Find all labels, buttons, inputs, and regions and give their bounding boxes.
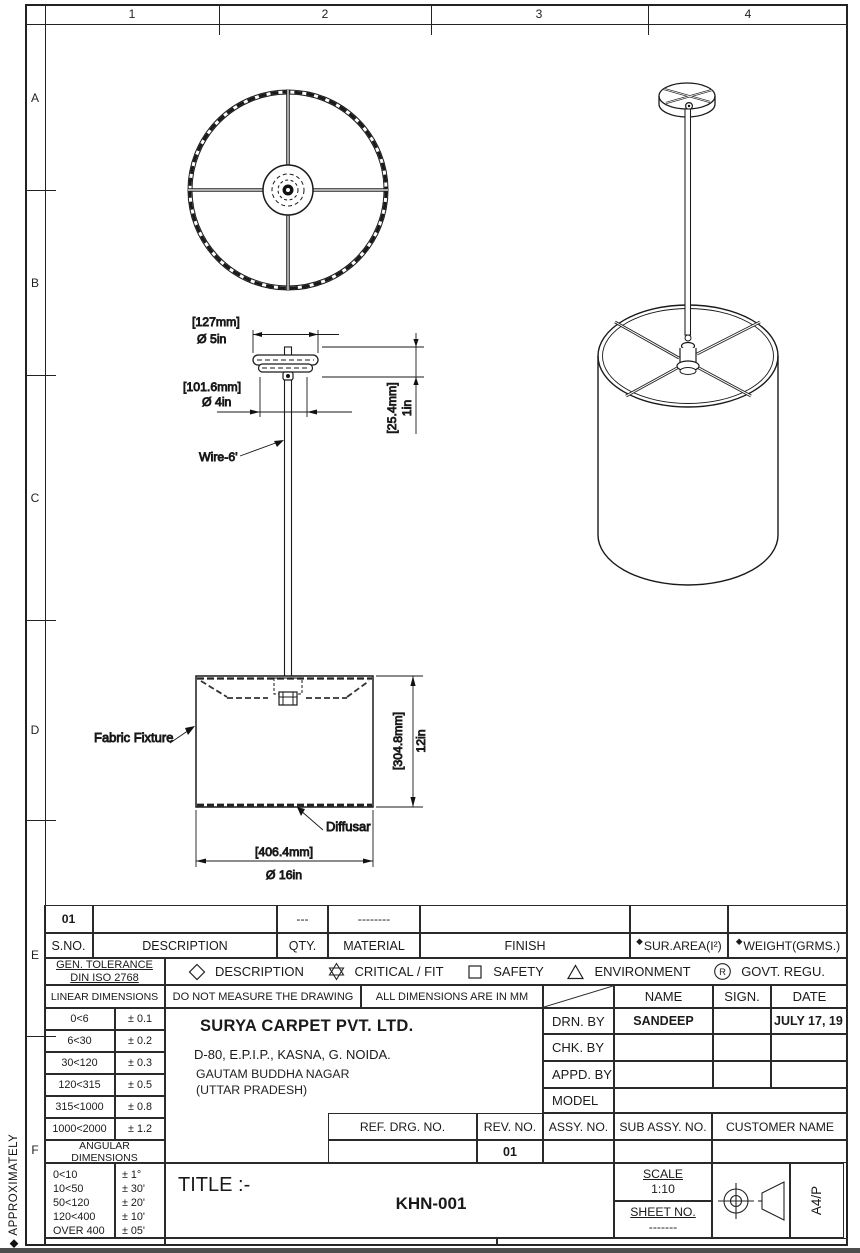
diffuser-callout: [297, 807, 371, 834]
paper-size: A4/P: [809, 1185, 825, 1216]
star-icon: [327, 962, 346, 981]
appd-by-sign: [713, 1061, 771, 1088]
iso-view: [598, 83, 778, 585]
no-measure-note: DO NOT MEASURE THE DRAWING: [165, 985, 361, 1008]
grid-col-label: 4: [744, 7, 752, 21]
chk-by-date: [771, 1034, 848, 1061]
title-cell: [165, 1163, 614, 1238]
dim-5in: [192, 315, 339, 353]
bottom-row-cell: [44, 1238, 165, 1246]
front-view-canopy: [253, 347, 318, 678]
company-address-2: GAUTAM BUDDHA NAGAR: [196, 1067, 350, 1081]
bom-surarea-value: [630, 905, 728, 933]
diagonal-line: [544, 986, 613, 1007]
bom-desc-header: DESCRIPTION: [93, 933, 277, 958]
iso-shade-bottom: [598, 535, 778, 585]
bom-qty-header: QTY.: [277, 933, 328, 958]
bom-desc-value: [93, 905, 277, 933]
sheet-no-value: -------: [648, 1219, 678, 1234]
scale-cell: SCALE 1:10: [614, 1163, 712, 1201]
customer-name-header: CUSTOMER NAME: [712, 1113, 848, 1140]
svg-text:Ø 16in: Ø 16in: [265, 868, 303, 882]
svg-text:Fabric Fixture: Fabric Fixture: [94, 730, 174, 745]
third-angle-projection-icon: [714, 1173, 788, 1229]
svg-text:[101.6mm]: [101.6mm]: [183, 380, 242, 394]
bom-sno-value: 01: [44, 905, 93, 933]
front-view-shade: [196, 676, 373, 807]
critical-diamond-icon: ◆: [735, 936, 743, 946]
sign-header: SIGN.: [713, 985, 771, 1008]
assy-no-value: [543, 1140, 614, 1163]
svg-text:[406.4mm]: [406.4mm]: [254, 845, 314, 859]
lin-tol-range: 0<6: [44, 1008, 115, 1030]
svg-text:Wire-6': Wire-6': [199, 450, 238, 464]
dim-12in: [376, 676, 428, 807]
diagonal-cell: [543, 985, 614, 1008]
fixture-callout: [94, 726, 195, 745]
lin-tol-range: 30<120: [44, 1052, 115, 1074]
date-header: DATE: [771, 985, 848, 1008]
angular-values: ± 1° ± 30' ± 20' ± 10' ± 05': [115, 1163, 165, 1238]
grid-col-label: 3: [535, 7, 543, 21]
drawing-number: KHN-001: [395, 1194, 467, 1213]
angular-dimensions-header: ANGULAR DIMENSIONS: [44, 1140, 165, 1163]
model-label: MODEL: [543, 1088, 614, 1113]
sheet-no-cell: SHEET NO. -------: [614, 1201, 712, 1238]
bom-material-value: --------: [328, 905, 420, 933]
company-name: SURYA CARPET PVT. LTD.: [200, 1017, 414, 1035]
shade-socket: [279, 692, 297, 705]
grid-row-label: F: [31, 1143, 39, 1157]
grid-row-label: E: [30, 948, 39, 962]
triangle-icon: [566, 963, 585, 981]
drn-by-label: DRN. BY: [543, 1008, 614, 1034]
svg-text:R: R: [719, 967, 727, 978]
lin-tol-range: 1000<2000: [44, 1118, 115, 1140]
lin-tol-range: 6<30: [44, 1030, 115, 1052]
model-value: [614, 1088, 848, 1113]
grid-row-label: D: [30, 723, 40, 737]
angular-ranges: 0<10 10<50 50<120 120<400 OVER 400: [44, 1163, 115, 1238]
bom-surarea-header: ◆ SUR.AREA(I²): [630, 933, 728, 958]
company-address-1: D-80, E.P.I.P., KASNA, G. NOIDA.: [194, 1047, 391, 1062]
assy-no-header: ASSY. NO.: [543, 1113, 614, 1140]
svg-text:12in: 12in: [414, 729, 428, 753]
svg-text:[304.8mm]: [304.8mm]: [391, 711, 405, 771]
chk-by-sign: [713, 1034, 771, 1061]
lin-tol-range: 315<1000: [44, 1096, 115, 1118]
legend-govt-regulation: R GOVT. REGU.: [713, 962, 825, 981]
legend-critical-fit: CRITICAL / FIT: [327, 962, 444, 981]
appd-by-date: [771, 1061, 848, 1088]
bottom-row-cell: [165, 1238, 497, 1246]
margin-note: ◆ APPROXIMATELY: [8, 1133, 20, 1248]
sub-assy-no-value: [614, 1140, 712, 1163]
lin-tol-value: ± 0.1: [115, 1008, 165, 1030]
ref-drg-no-value: [328, 1140, 477, 1163]
sub-assy-no-header: SUB ASSY. NO.: [614, 1113, 712, 1140]
top-view: [188, 90, 388, 290]
bom-material-header: MATERIAL: [328, 933, 420, 958]
svg-text:[25.4mm]: [25.4mm]: [385, 382, 399, 434]
linear-dimensions-header: LINEAR DIMENSIONS: [44, 985, 165, 1008]
bom-finish-header: FINISH: [420, 933, 630, 958]
symbol-legend: [165, 958, 848, 985]
svg-text:1in: 1in: [400, 399, 414, 417]
rev-no-value: 01: [477, 1140, 543, 1163]
hub-center-hole: [286, 188, 290, 192]
svg-text:Ø 5in: Ø 5in: [197, 332, 227, 346]
paper-size-cell: [790, 1163, 844, 1238]
legend-environment: ENVIRONMENT: [566, 963, 690, 981]
lin-tol-value: ± 1.2: [115, 1118, 165, 1140]
bottom-edge-band: [0, 1248, 860, 1253]
svg-text:Ø 4in: Ø 4in: [202, 395, 232, 409]
drn-by-name: SANDEEP: [614, 1008, 713, 1034]
lin-tol-range: 120<315: [44, 1074, 115, 1096]
bom-sno-header: S.NO.: [44, 933, 93, 958]
bom-qty-value: ---: [277, 905, 328, 933]
grid-col-label: 2: [321, 7, 329, 21]
drn-by-sign: [713, 1008, 771, 1034]
grid-row-label: A: [30, 91, 39, 105]
critical-diamond-icon: ◆: [636, 936, 643, 946]
square-icon: [466, 963, 484, 981]
lin-tol-value: ± 0.2: [115, 1030, 165, 1052]
rod: [285, 347, 292, 678]
lin-tol-value: ± 0.5: [115, 1074, 165, 1096]
scale-value: 1:10: [651, 1182, 675, 1196]
bottom-row-cell: [497, 1238, 848, 1246]
dim-4in: [183, 377, 352, 417]
svg-text:[127mm]: [127mm]: [192, 315, 240, 329]
legend-description: DESCRIPTION: [188, 963, 304, 981]
projection-symbol-cell: [712, 1163, 790, 1238]
ref-drg-no-header: REF. DRG. NO.: [328, 1113, 477, 1140]
diamond-icon: [188, 963, 206, 981]
name-header: NAME: [614, 985, 713, 1008]
lin-tol-value: ± 0.3: [115, 1052, 165, 1074]
appd-by-label: APPD. BY: [543, 1061, 614, 1088]
customer-name-value: [712, 1140, 848, 1163]
units-note: ALL DIMENSIONS ARE IN MM: [361, 985, 543, 1008]
bom-finish-value: [420, 905, 630, 933]
bom-weight-value: [728, 905, 848, 933]
grid-row-label: C: [30, 491, 40, 505]
legend-safety: SAFETY: [466, 963, 544, 981]
dim-1in: [322, 333, 424, 434]
gen-tolerance-cell: GEN. TOLERANCE DIN ISO 2768: [44, 958, 165, 985]
chk-by-label: CHK. BY: [543, 1034, 614, 1061]
title-label: TITLE :-: [178, 1174, 251, 1196]
circle-r-icon: [713, 962, 732, 981]
iso-rod: [685, 109, 691, 335]
grid-col-label: 1: [128, 7, 136, 21]
company-address-3: (UTTAR PRADESH): [196, 1083, 308, 1097]
svg-text:Diffusar: Diffusar: [326, 819, 371, 834]
lin-tol-value: ± 0.8: [115, 1096, 165, 1118]
wire-callout: [199, 440, 284, 464]
chk-by-name: [614, 1034, 713, 1061]
rev-no-header: REV. NO.: [477, 1113, 543, 1140]
grid-row-label: B: [30, 276, 39, 290]
bom-weight-header: ◆ WEIGHT(GRMS.): [728, 933, 848, 958]
appd-by-name: [614, 1061, 713, 1088]
drn-by-date: JULY 17, 19: [771, 1008, 848, 1034]
